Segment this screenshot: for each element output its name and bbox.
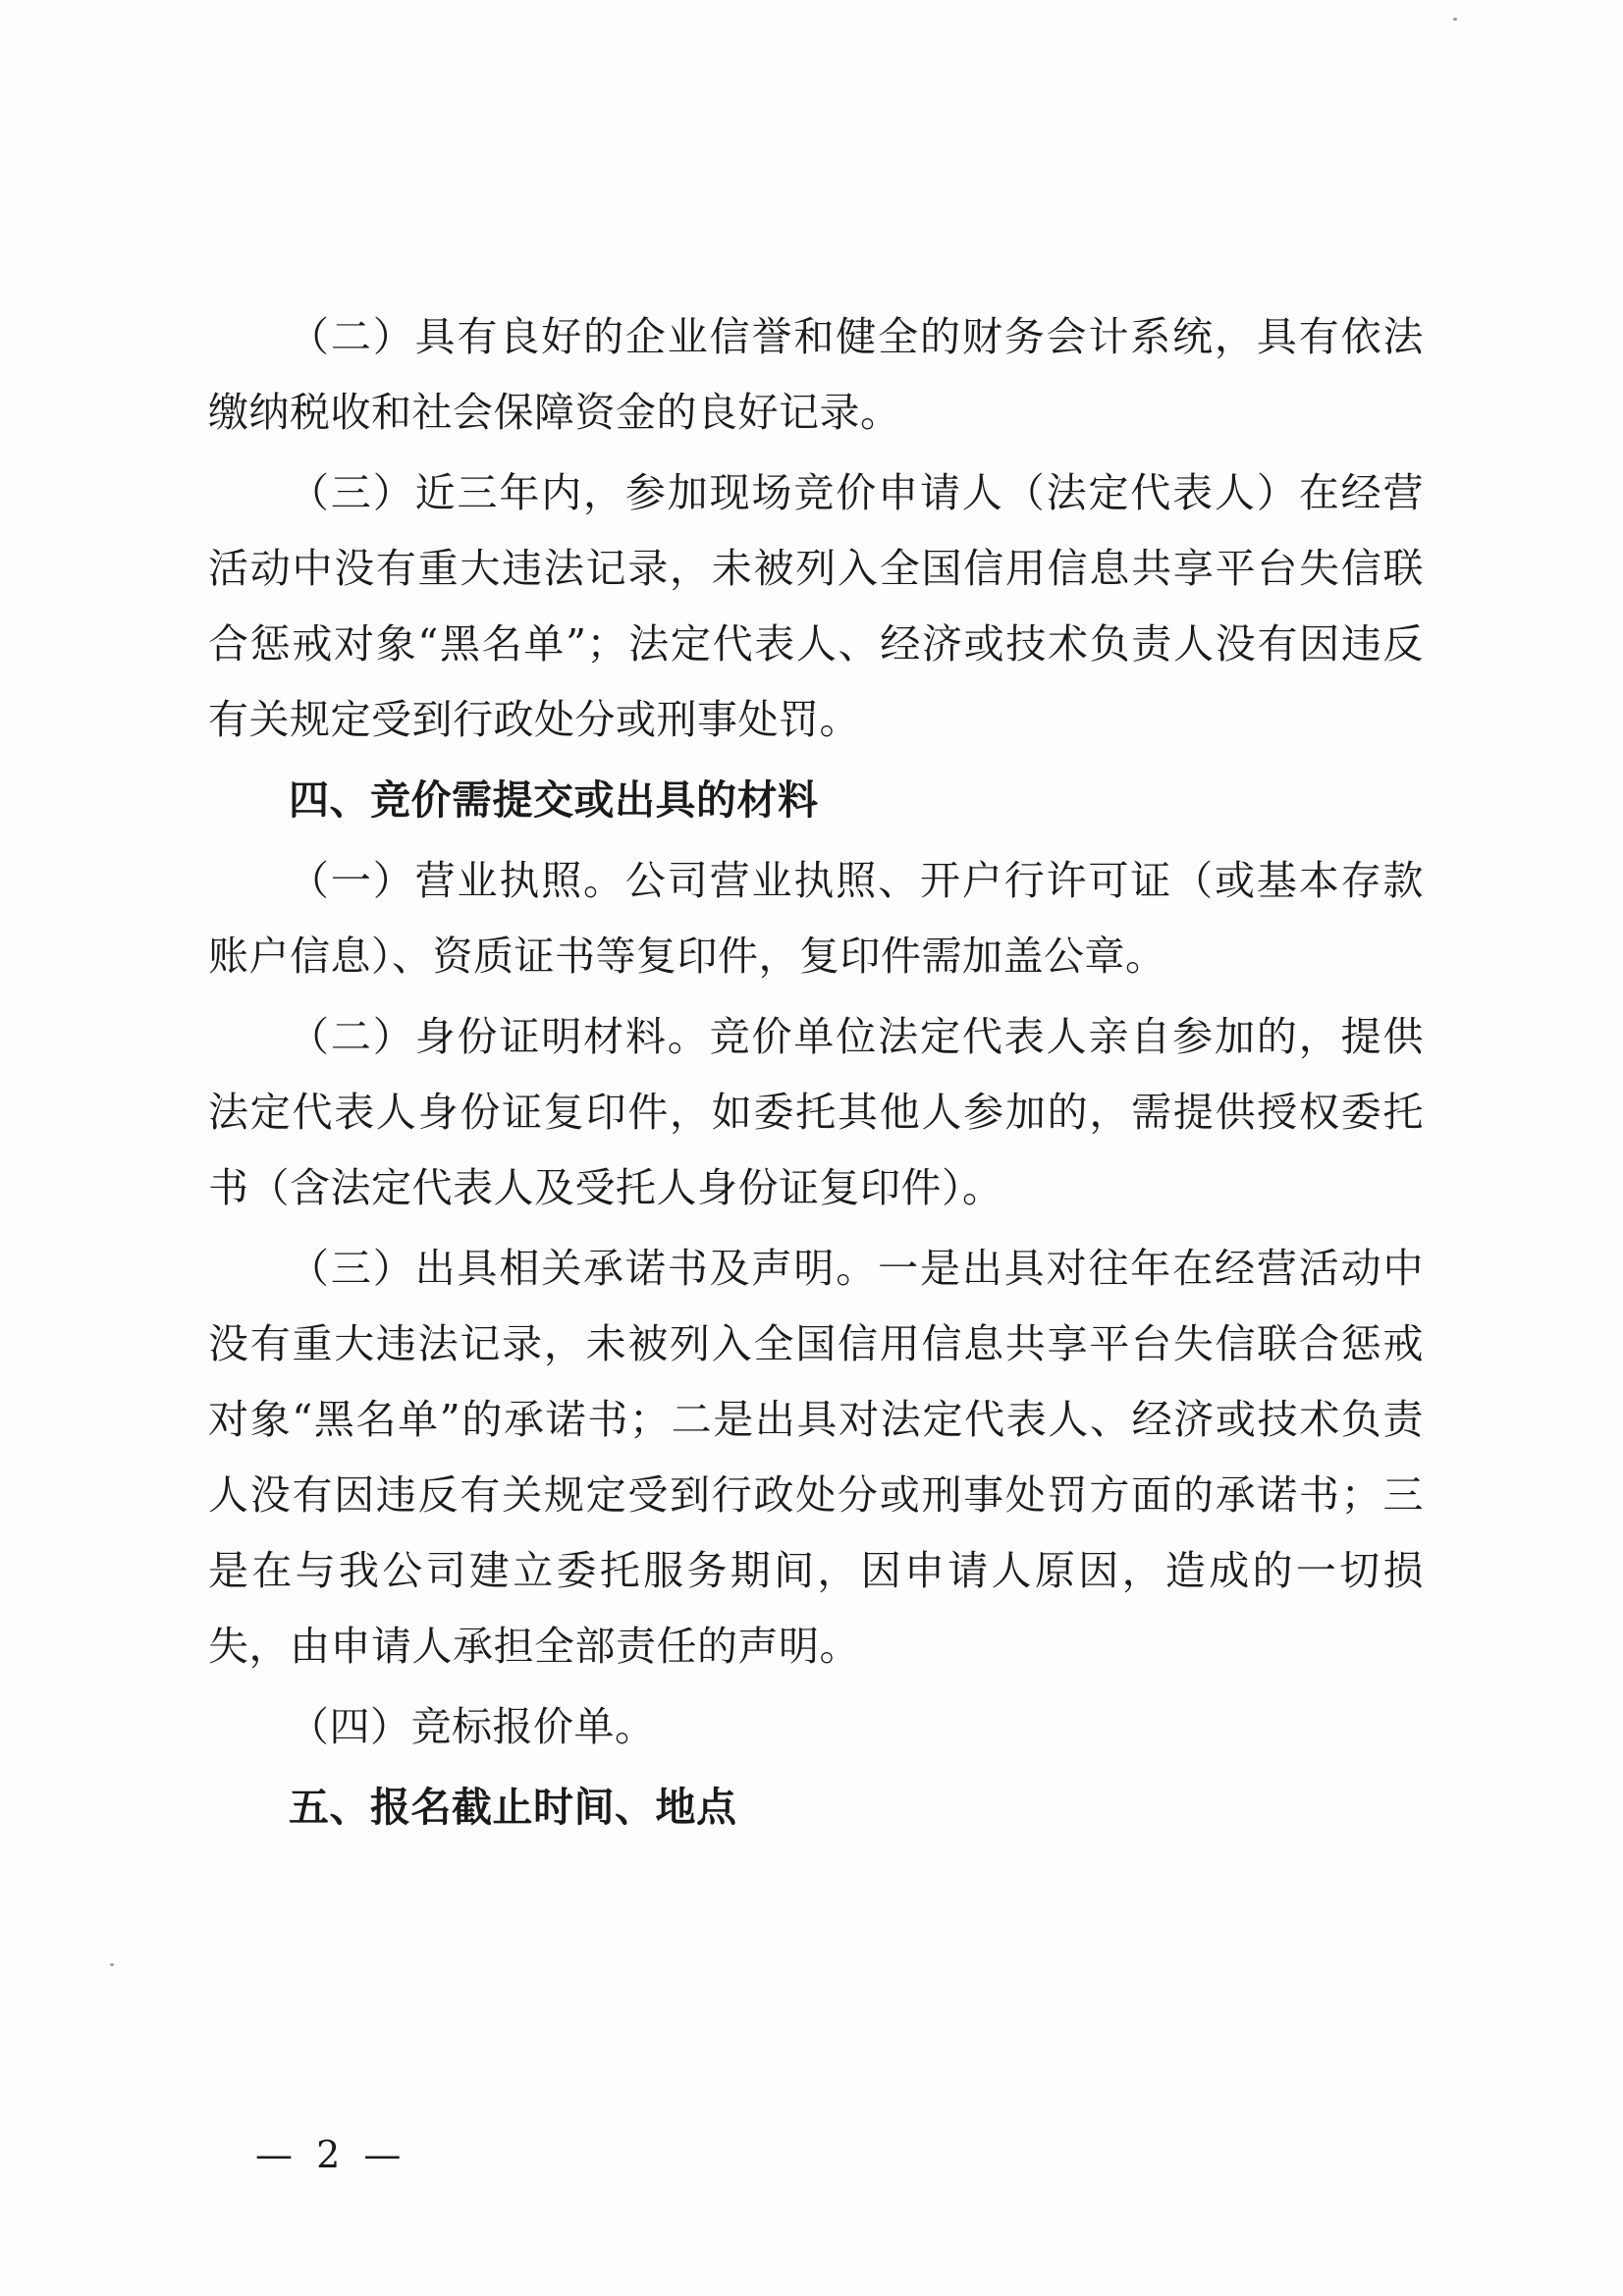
paragraph-qualification-2: （二）具有良好的企业信誉和健全的财务会计系统，具有依法缴纳税收和社会保障资金的良好记录。	[208, 313, 1424, 436]
paragraph-qualification-3: （三）近三年内，参加现场竞价申请人（法定代表人）在经营活动中没有重大违法记录，未被列入全国信用信息共享平台失信联合惩戒对象“黑名单”；法定代表人、经济或技术负责人没有因违反有关规定受到行政处分或刑事处罚。	[208, 469, 1424, 743]
paragraph-business-license: （一）营业执照。公司营业执照、开户行许可证（或基本存款账户信息）、资质证书等复印件，复印件需加盖公章。	[208, 857, 1424, 980]
document-body	[208, 299, 1424, 1845]
paragraph-identity-proof: （二）身份证明材料。竞价单位法定代表人亲自参加的，提供法定代表人身份证复印件，如委托其他人参加的，需提供授权委托书（含法定代表人及受托人身份证复印件）。	[208, 1013, 1424, 1211]
scan-speck	[1453, 18, 1457, 21]
scan-speck	[110, 1963, 114, 1966]
page-number: — 2 —	[255, 2133, 407, 2176]
paragraph-commitment: （三）出具相关承诺书及声明。一是出具对往年在经营活动中没有重大违法记录，未被列入全国信用信息共享平台失信联合惩戒对象“黑名单”的承诺书；二是出具对法定代表人、经济或技术负责人没有因违反有关规定受到行政处分或刑事处罚方面的承诺书；三是在与我公司建立委托服务期间，因申请人原因，造成的一切损失，由申请人承担全部责任的声明。	[208, 1245, 1424, 1670]
section-heading-deadline: 五、报名截止时间、地点	[289, 1784, 737, 1831]
section-heading-materials: 四、竞价需提交或出具的材料	[289, 776, 819, 824]
paragraph-quotation: （四）竞标报价单。	[289, 1703, 656, 1750]
